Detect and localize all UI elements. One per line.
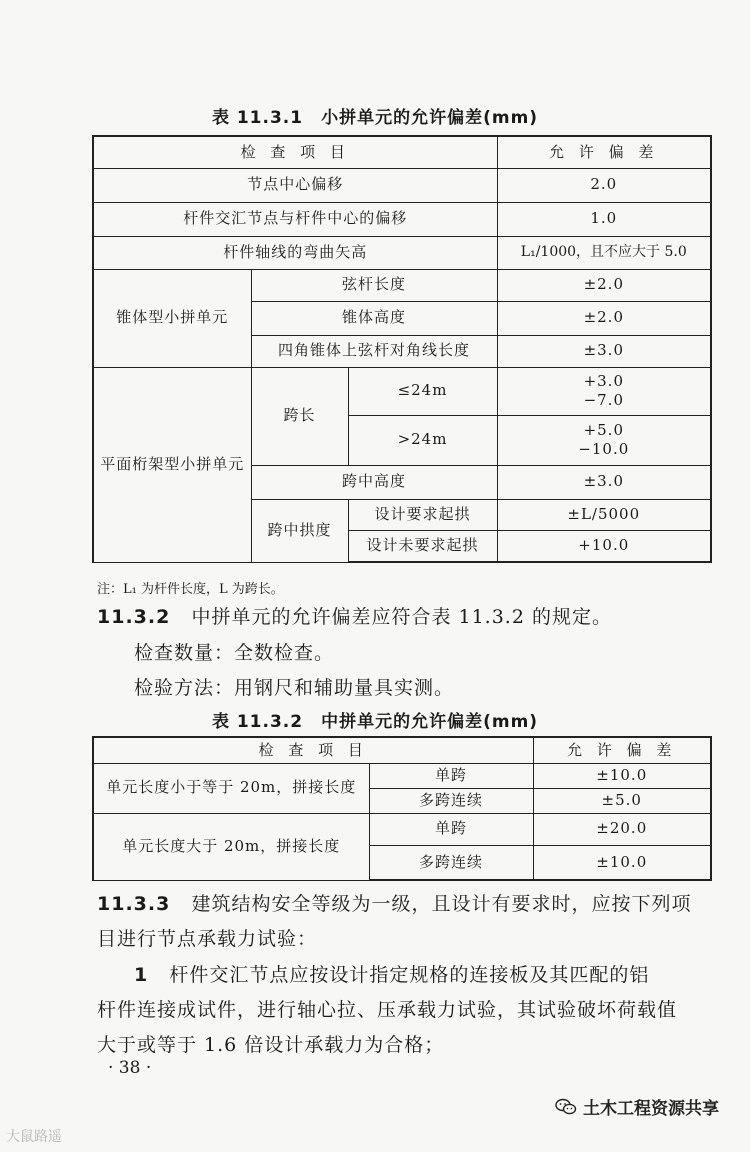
row-dev: ±2.0 xyxy=(497,269,711,301)
clause-number: 11.3.3 xyxy=(97,893,171,915)
page-number: · 38 · xyxy=(108,1058,152,1078)
row-dev: 2.0 xyxy=(497,168,711,202)
table2 xyxy=(92,736,712,881)
table-row xyxy=(93,236,711,269)
table2-header-item: 检 查 项 目 xyxy=(93,737,533,763)
row-cond: 设计未要求起拱 xyxy=(348,530,497,562)
row-item: 多跨连续 xyxy=(369,788,533,813)
clause-11-3-3-line2: 目进行节点承载力试验： xyxy=(97,928,318,950)
truss-group-label: 平面桁架型小拼单元 xyxy=(93,367,251,562)
dev-lower: −10.0 xyxy=(578,440,630,458)
row-item: 节点中心偏移 xyxy=(93,168,497,202)
row-cond: ≤24m xyxy=(348,367,497,415)
row-cond: >24m xyxy=(348,415,497,465)
clause-11-3-3-line1 xyxy=(97,889,691,916)
clause-item-1-line1 xyxy=(134,960,649,987)
span-label: 跨长 xyxy=(251,367,348,465)
clause-text: 建筑结构安全等级为一级，且设计有要求时，应按下列项 xyxy=(191,893,692,915)
clause-item-1-line2: 杆件连接成试件，进行轴心拉、压承载力试验，其试验破坏荷载值 xyxy=(97,999,678,1021)
watermark-right xyxy=(555,1094,719,1119)
watermark-left: 大鼠路遥 xyxy=(6,1129,62,1145)
dev-lower: −7.0 xyxy=(583,391,624,409)
table1-header-dev: 允 许 偏 差 xyxy=(497,136,711,168)
inspection-method: 检验方法：用钢尺和辅助量具实测。 xyxy=(134,677,455,699)
dev-upper: +5.0 xyxy=(583,420,624,439)
item-number: 1 xyxy=(134,964,149,986)
row-item: 锥体高度 xyxy=(251,301,497,335)
inspection-quantity: 检查数量：全数检查。 xyxy=(134,642,335,664)
wechat-icon xyxy=(555,1098,577,1116)
row-dev xyxy=(497,415,711,465)
group-label: 单元长度小于等于 20m，拼接长度 xyxy=(93,763,369,813)
row-item: 弦杆长度 xyxy=(251,269,497,301)
row-dev xyxy=(497,367,711,415)
row-dev: ±3.0 xyxy=(497,465,711,499)
row-item: 杆件轴线的弯曲矢高 xyxy=(93,236,497,269)
clause-text: 中拼单元的允许偏差应符合表 11.3.2 的规定。 xyxy=(191,606,612,628)
row-dev: ±2.0 xyxy=(497,301,711,335)
row-item: 多跨连续 xyxy=(369,845,533,880)
table1-header-row xyxy=(93,136,711,168)
dev-upper: +3.0 xyxy=(583,371,624,390)
row-dev: L₁/1000，且不应大于 5.0 xyxy=(497,236,711,269)
table1-note: 注：L₁ 为杆件长度，L 为跨长。 xyxy=(97,582,284,597)
row-dev: ±10.0 xyxy=(533,845,711,880)
group-label: 单元长度大于 20m，拼接长度 xyxy=(93,813,369,880)
clause-item-1-line3: 大于或等于 1.6 倍设计承载力为合格； xyxy=(97,1034,445,1056)
clause-11-3-2 xyxy=(97,602,612,629)
row-dev: ±L/5000 xyxy=(497,499,711,530)
row-item: 跨中高度 xyxy=(251,465,497,499)
row-item: 四角锥体上弦杆对角线长度 xyxy=(251,335,497,367)
table2-caption: 表 11.3.2 中拼单元的允许偏差(mm) xyxy=(211,712,539,732)
cone-group-label: 锥体型小拼单元 xyxy=(93,269,251,367)
table2-header-dev: 允 许 偏 差 xyxy=(533,737,711,763)
row-dev: 1.0 xyxy=(497,202,711,236)
row-dev: ±20.0 xyxy=(533,813,711,845)
row-item: 单跨 xyxy=(369,763,533,788)
table-row xyxy=(93,367,711,415)
table-row xyxy=(93,813,711,845)
row-item: 单跨 xyxy=(369,813,533,845)
item-text: 杆件交汇节点应按设计指定规格的连接板及其匹配的铝 xyxy=(169,964,650,986)
table-row xyxy=(93,168,711,202)
table1-caption: 表 11.3.1 小拼单元的允许偏差(mm) xyxy=(211,108,539,128)
table-row xyxy=(93,269,711,301)
row-dev: +10.0 xyxy=(497,530,711,562)
row-dev: ±5.0 xyxy=(533,788,711,813)
table-row xyxy=(93,202,711,236)
table1 xyxy=(92,135,712,563)
watermark-right-text: 土木工程资源共享 xyxy=(583,1099,719,1119)
clause-number: 11.3.2 xyxy=(97,606,171,628)
camber-label: 跨中拱度 xyxy=(251,499,348,562)
row-item: 杆件交汇节点与杆件中心的偏移 xyxy=(93,202,497,236)
table2-header-row xyxy=(93,737,711,763)
row-cond: 设计要求起拱 xyxy=(348,499,497,530)
row-dev: ±10.0 xyxy=(533,763,711,788)
table1-header-item: 检 查 项 目 xyxy=(93,136,497,168)
row-dev: ±3.0 xyxy=(497,335,711,367)
table-row xyxy=(93,763,711,788)
